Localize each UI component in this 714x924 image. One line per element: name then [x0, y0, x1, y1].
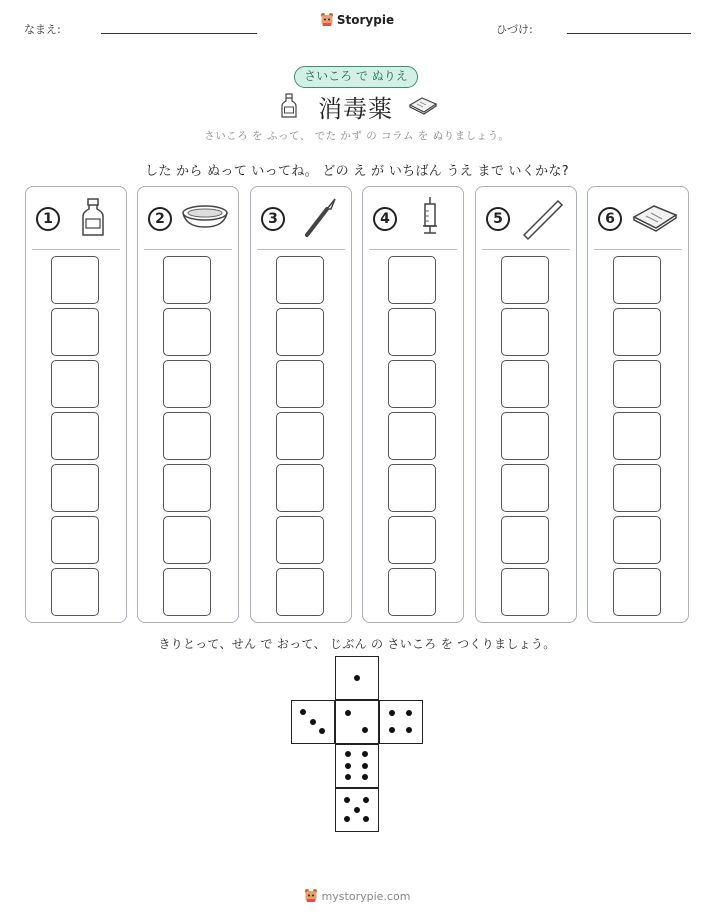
- color-box[interactable]: [501, 464, 549, 512]
- dice-pip: [319, 728, 325, 734]
- dice-pip: [310, 719, 316, 725]
- dice-pip: [406, 727, 412, 733]
- color-box[interactable]: [613, 412, 661, 460]
- column-3: [250, 186, 352, 623]
- scalpel-icon: [293, 195, 343, 241]
- dice-pip: [389, 710, 395, 716]
- dice-pip: [354, 807, 360, 813]
- dice-pip: [406, 710, 412, 716]
- color-box[interactable]: [276, 308, 324, 356]
- color-box[interactable]: [276, 256, 324, 304]
- color-box[interactable]: [501, 568, 549, 616]
- syringe-icon: [405, 195, 455, 241]
- color-box[interactable]: [163, 360, 211, 408]
- color-box[interactable]: [501, 516, 549, 564]
- color-box[interactable]: [51, 256, 99, 304]
- color-box[interactable]: [501, 360, 549, 408]
- gauze-pad-icon: [630, 195, 680, 241]
- dice-face: [379, 700, 423, 744]
- color-box[interactable]: [163, 568, 211, 616]
- color-box[interactable]: [613, 360, 661, 408]
- dice-pip: [389, 727, 395, 733]
- color-box[interactable]: [163, 256, 211, 304]
- storypie-mascot-icon: [304, 888, 318, 904]
- color-box[interactable]: [501, 412, 549, 460]
- color-box[interactable]: [388, 256, 436, 304]
- column-number: 5: [486, 207, 510, 231]
- bottle-icon: [281, 93, 297, 119]
- color-box[interactable]: [51, 516, 99, 564]
- dice-pip: [362, 751, 368, 757]
- name-label: なまえ:: [24, 23, 61, 36]
- color-box[interactable]: [501, 256, 549, 304]
- color-box[interactable]: [51, 308, 99, 356]
- color-box[interactable]: [613, 464, 661, 512]
- column-divider: [144, 249, 232, 250]
- dice-pip: [363, 816, 369, 822]
- color-box[interactable]: [163, 464, 211, 512]
- dice-pip: [345, 763, 351, 769]
- dice-pip: [345, 751, 351, 757]
- dice-pip: [344, 816, 350, 822]
- column-divider: [369, 249, 457, 250]
- dice-pip: [362, 774, 368, 780]
- instruction: した から ぬって いってね。 どの え が いちばん うえ まで いくかな?: [145, 164, 569, 179]
- column-number: 3: [261, 207, 285, 231]
- column-5: [475, 186, 577, 623]
- dice-pip: [362, 763, 368, 769]
- dice-face: [335, 788, 379, 832]
- color-box[interactable]: [51, 568, 99, 616]
- color-box[interactable]: [163, 516, 211, 564]
- color-box[interactable]: [276, 568, 324, 616]
- column-number: 6: [598, 207, 622, 231]
- dice-pip: [363, 797, 369, 803]
- color-box[interactable]: [613, 568, 661, 616]
- dice-pip: [345, 710, 351, 716]
- date-label: ひづけ:: [496, 23, 533, 36]
- column-divider: [257, 249, 345, 250]
- logo: [0, 12, 714, 32]
- column-6: [587, 186, 689, 623]
- color-box[interactable]: [388, 360, 436, 408]
- color-box[interactable]: [388, 308, 436, 356]
- color-box[interactable]: [388, 516, 436, 564]
- logo-text: Storypie: [336, 13, 395, 27]
- color-box[interactable]: [501, 308, 549, 356]
- color-box[interactable]: [276, 516, 324, 564]
- footer: [0, 888, 714, 907]
- color-box[interactable]: [388, 568, 436, 616]
- date-line[interactable]: [567, 33, 691, 34]
- tweezers-icon: [518, 195, 568, 241]
- cut-instruction: きりとって、せん で おって、 じぶん の さいころ を つくりましょう。: [158, 637, 556, 651]
- bottle-icon: [68, 195, 118, 241]
- color-box[interactable]: [276, 412, 324, 460]
- color-box[interactable]: [613, 516, 661, 564]
- color-box[interactable]: [613, 256, 661, 304]
- column-number: 4: [373, 207, 397, 231]
- color-box[interactable]: [388, 412, 436, 460]
- dice-face: [335, 700, 379, 744]
- color-box[interactable]: [51, 360, 99, 408]
- color-box[interactable]: [276, 464, 324, 512]
- topic-badge: さいころ で ぬりえ: [294, 66, 418, 88]
- column-1: [25, 186, 127, 623]
- color-box[interactable]: [163, 412, 211, 460]
- color-box[interactable]: [163, 308, 211, 356]
- dice-pip: [344, 797, 350, 803]
- dice-pip: [300, 709, 306, 715]
- dice-pip: [345, 774, 351, 780]
- column-2: [137, 186, 239, 623]
- gauze-pad-icon: [408, 95, 438, 115]
- name-line[interactable]: [101, 33, 257, 34]
- color-box[interactable]: [388, 464, 436, 512]
- column-number: 1: [36, 207, 60, 231]
- color-box[interactable]: [613, 308, 661, 356]
- color-box[interactable]: [276, 360, 324, 408]
- dice-face: [335, 656, 379, 700]
- column-divider: [32, 249, 120, 250]
- column-number: 2: [148, 207, 172, 231]
- bowl-icon: [180, 195, 230, 241]
- color-box[interactable]: [51, 464, 99, 512]
- storypie-mascot-icon: [320, 12, 334, 28]
- column-4: [362, 186, 464, 623]
- column-divider: [594, 249, 682, 250]
- dice-pip: [362, 727, 368, 733]
- page-title: 消毒薬: [318, 95, 393, 123]
- subtitle: さいころ を ふって、 でた かず の コラム を ぬりましょう。: [204, 130, 510, 142]
- footer-url: mystorypie.com: [321, 889, 411, 903]
- dice-pip: [354, 675, 360, 681]
- dice-face: [335, 744, 379, 788]
- dice-face: [291, 700, 335, 744]
- column-divider: [482, 249, 570, 250]
- color-box[interactable]: [51, 412, 99, 460]
